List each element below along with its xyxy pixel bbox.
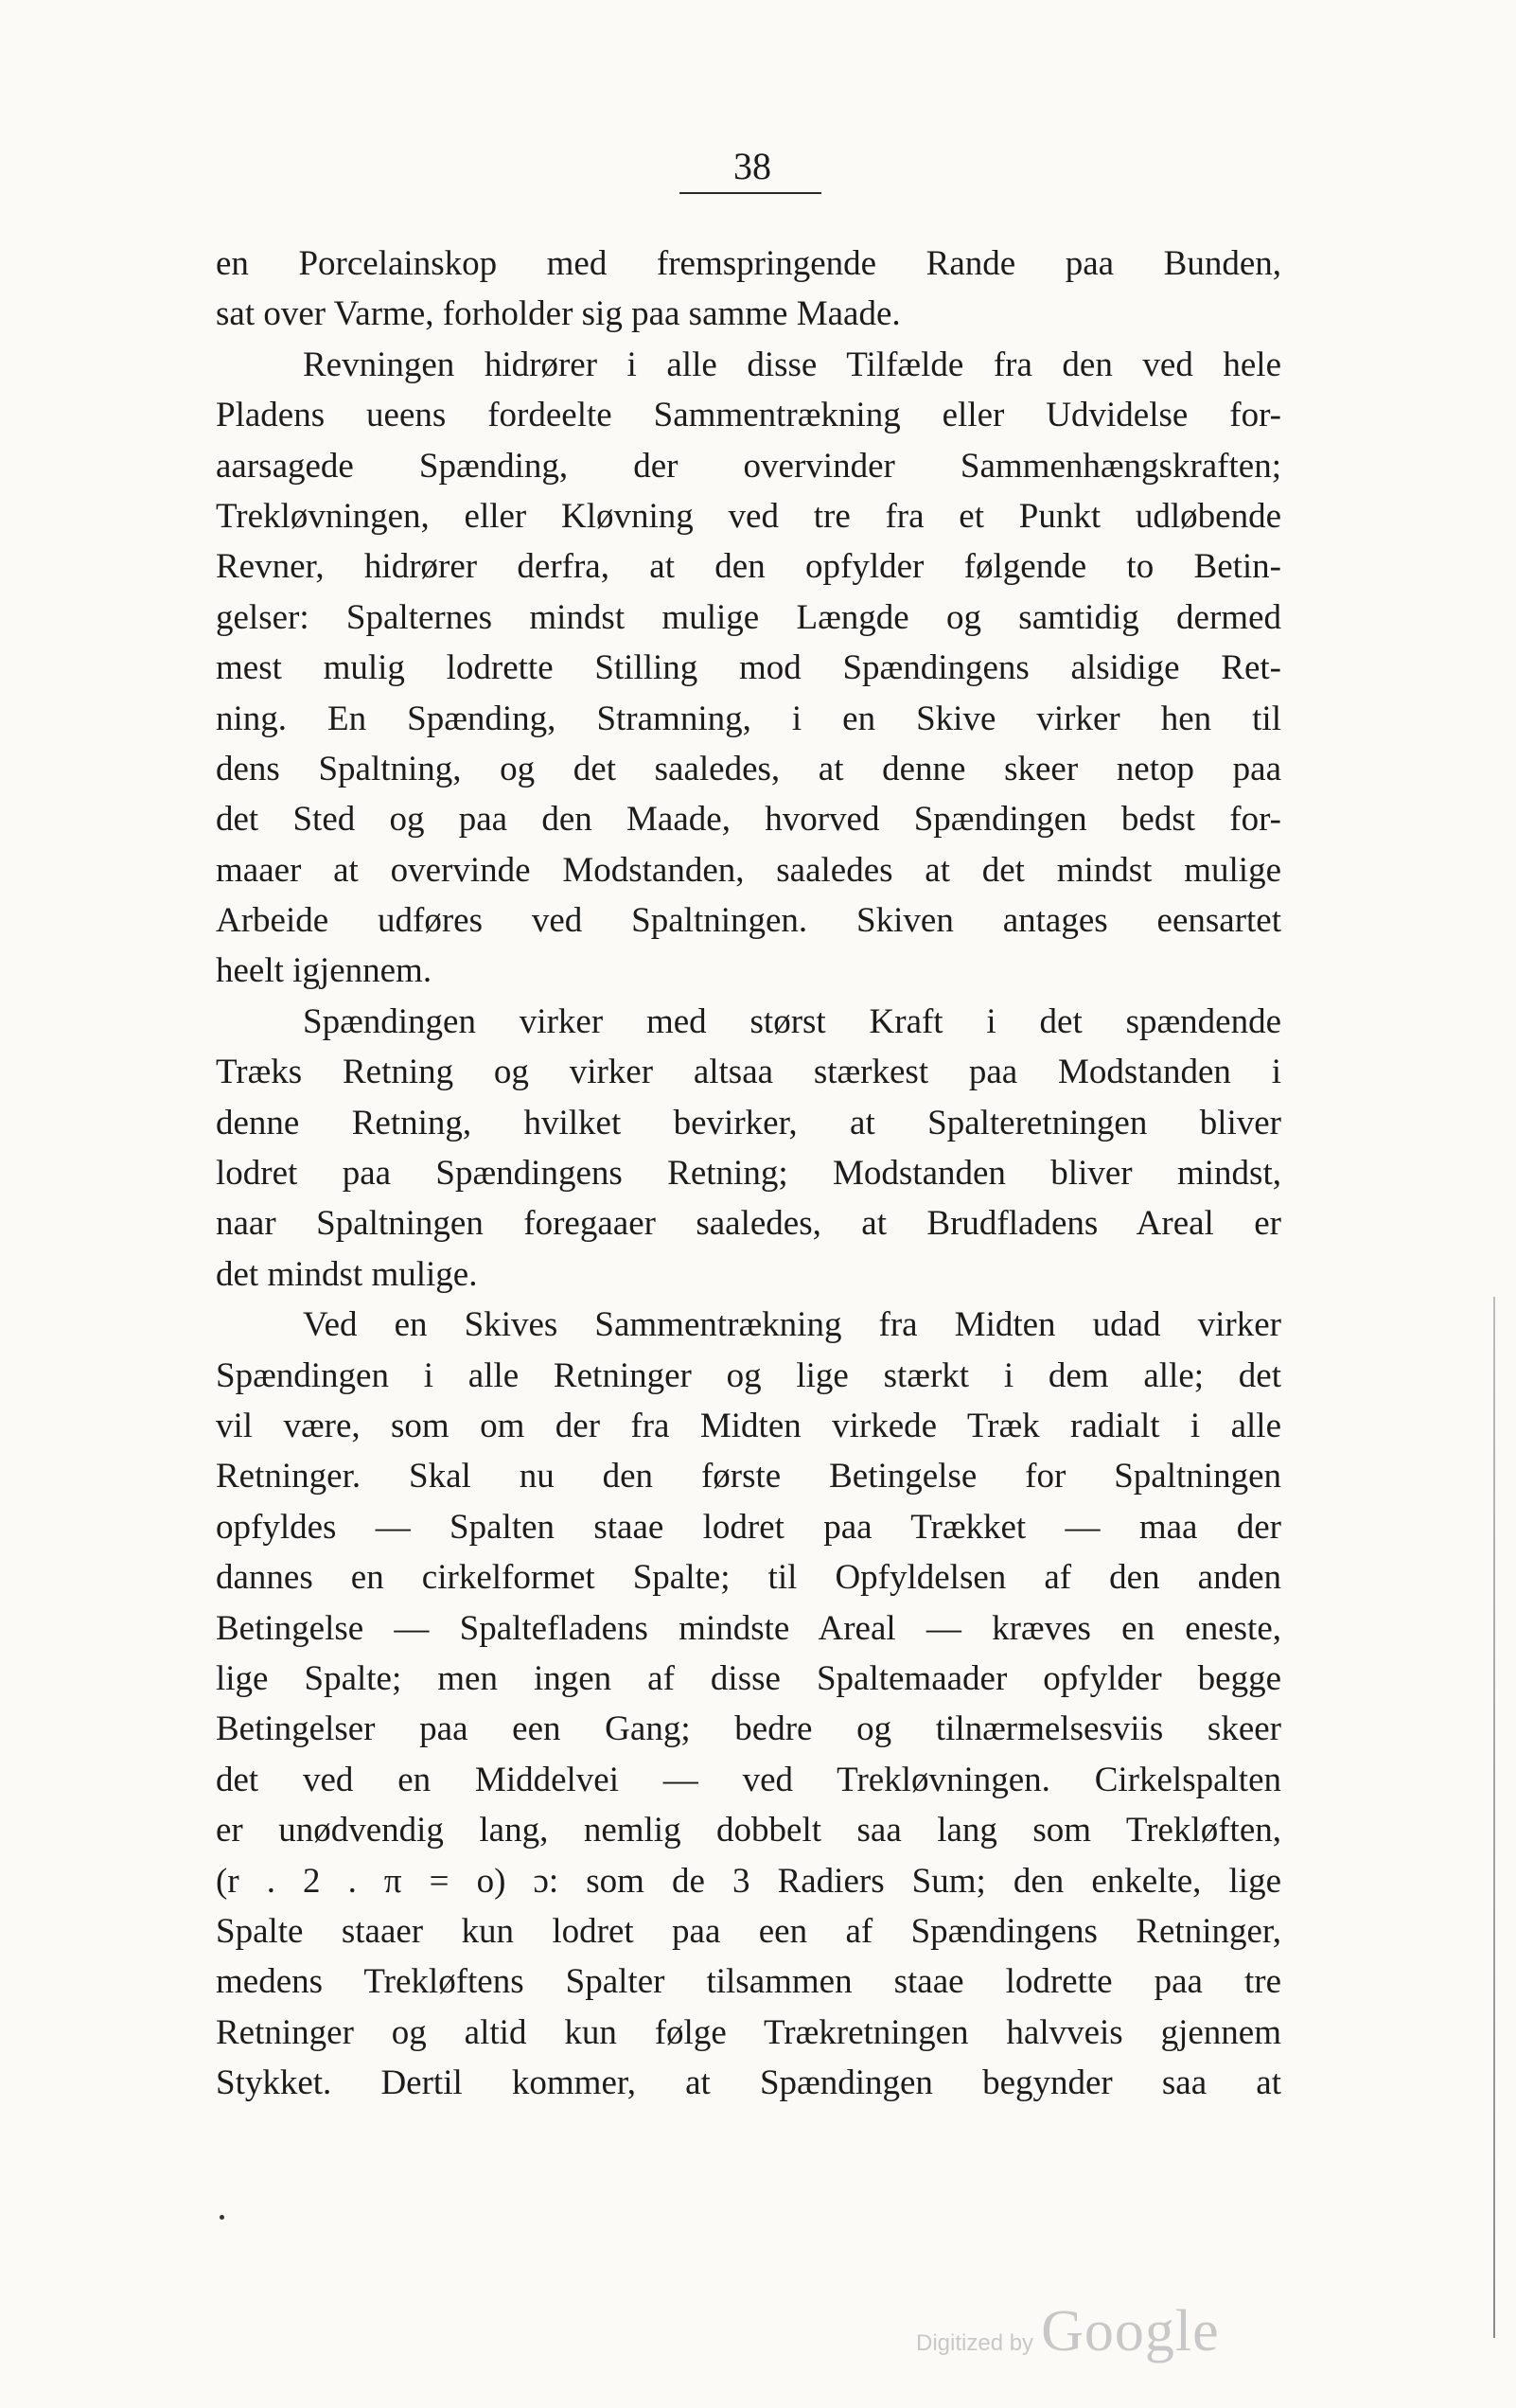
text-line: vil være, som om der fra Midten virkede Træk radialt i alle — [216, 1406, 1281, 1445]
text-line: medens Trekløftens Spalter tilsammen staae lodrette paa tre — [216, 1962, 1281, 2002]
text-line: Træks Retning og virker altsaa stærkest paa Modstanden i — [216, 1053, 1281, 1092]
text-line: det ved en Middelvei — ved Trekløvningen. Cirkelspalten — [216, 1760, 1281, 1799]
text-line: Betingelse — Spaltefladens mindste Areal — kræves en eneste, — [216, 1608, 1281, 1648]
digitized-watermark — [916, 2298, 1220, 2365]
text-line: Retninger. Skal nu den første Betingelse for Spaltningen — [216, 1457, 1281, 1496]
text-line: lige Spalte; men ingen af disse Spaltemaader opfylder begge — [216, 1658, 1281, 1698]
text-line: gelser: Spalternes mindst mulige Længde og samtidig dermed — [216, 597, 1281, 637]
text-line: er unødvendig lang, nemlig dobbelt saa lang som Trekløften, — [216, 1811, 1281, 1850]
text-line: opfyldes — Spalten staae lodret paa Trækket — maa der — [216, 1507, 1281, 1547]
text-line: naar Spaltningen foregaaer saaledes, at Brudfladens Areal er — [216, 1204, 1281, 1244]
text-line: Stykket. Dertil kommer, at Spændingen begynder saa at — [216, 2063, 1281, 2103]
text-line: heelt igjennem. — [216, 951, 432, 991]
text-line: lodret paa Spændingens Retning; Modstanden bliver mindst, — [216, 1154, 1281, 1194]
text-line: Revningen hidrører i alle disse Tilfælde fra den ved hele — [303, 345, 1281, 384]
text-line: det mindst mulige. — [216, 1254, 478, 1294]
ink-speck — [220, 2215, 224, 2220]
text-line: Retninger og altid kun følge Trækretningen halvveis gjennem — [216, 2012, 1281, 2052]
text-line: Pladens ueens fordeelte Sammentrækning eller Udvidelse for- — [216, 396, 1281, 435]
text-line: dens Spaltning, og det saaledes, at denne skeer netop paa — [216, 749, 1281, 788]
text-line: Trekløvningen, eller Kløvning ved tre fra et Punkt udløbende — [216, 496, 1281, 536]
text-line: maaer at overvinde Modstanden, saaledes at det mindst mulige — [216, 850, 1281, 890]
text-line: ning. En Spænding, Stramning, i en Skive virker hen til — [216, 699, 1281, 738]
text-line: aarsagede Spænding, der overvinder Sammenhængskraften; — [216, 446, 1281, 486]
text-line: denne Retning, hvilket bevirker, at Spalteretningen bliver — [216, 1103, 1281, 1142]
text-line: (r . 2 . π = o) ɔ: som de 3 Radiers Sum; den enkelte, lige — [216, 1861, 1281, 1901]
text-line: Betingelser paa een Gang; bedre og tilnærmelsesviis skeer — [216, 1709, 1281, 1749]
text-line: Spændingen virker med størst Kraft i det spændende — [303, 1001, 1281, 1041]
page-edge-shadow — [1493, 1297, 1495, 2338]
page-number: 38 — [733, 145, 771, 187]
text-line: Ved en Skives Sammentrækning fra Midten udad virker — [303, 1305, 1281, 1345]
text-line: sat over Varme, forholder sig paa samme Maade. — [216, 294, 901, 334]
text-line: Arbeide udføres ved Spaltningen. Skiven antages eensartet — [216, 901, 1281, 941]
text-line: Revner, hidrører derfra, at den opfylder følgende to Betin- — [216, 547, 1281, 587]
page-number-rule — [679, 192, 821, 194]
watermark-brand: Google — [1041, 2299, 1220, 2364]
text-line: Spændingen i alle Retninger og lige stærkt i dem alle; det — [216, 1355, 1281, 1395]
text-line: mest mulig lodrette Stilling mod Spændingens alsidige Ret- — [216, 648, 1281, 688]
text-line: en Porcelainskop med fremspringende Rande paa Bunden, — [216, 244, 1281, 283]
text-line: Spalte staaer kun lodret paa een af Spændingens Retninger, — [216, 1911, 1281, 1951]
body-text — [216, 239, 1281, 2108]
text-line: det Sted og paa den Maade, hvorved Spændingen bedst for- — [216, 800, 1281, 840]
watermark-prefix: Digitized by — [916, 2330, 1034, 2356]
text-line: dannes en cirkelformet Spalte; til Opfyldelsen af den anden — [216, 1558, 1281, 1598]
